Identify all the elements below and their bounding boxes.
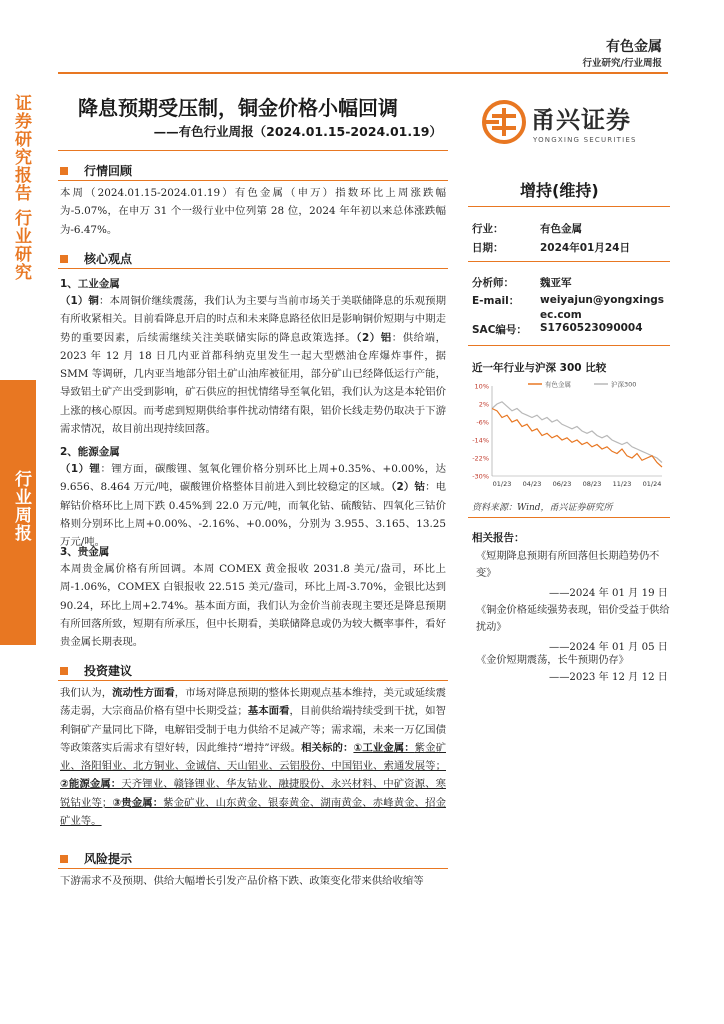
chart-x-tick-label: 08/23	[582, 480, 602, 488]
header-category: 有色金属	[606, 39, 662, 55]
report-title: 降息预期受压制，铜金价格小幅回调	[78, 96, 398, 120]
right-divider	[468, 206, 670, 207]
section-marker-icon	[60, 255, 68, 263]
title-divider	[58, 150, 448, 151]
email-value[interactable]: weiyajun@yongxingsec.com	[540, 294, 665, 321]
related-report-1[interactable]: 《短期降息预期有所回落但长期趋势仍不变》	[476, 551, 660, 579]
section-divider	[58, 868, 448, 869]
chart-y-tick-label: -6%	[476, 418, 489, 427]
right-divider	[468, 345, 670, 346]
sac-row: SAC编号： S1760523090004	[472, 322, 643, 336]
section-divider	[58, 680, 448, 681]
core-paragraph-precious: 本周贵金属价格有所回调。本周 COMEX 黄金报收 2031.8 美元/盎司，环比上周-1.06%，COMEX 白银报收 22.515 美元/盎司，环比上周-3.70%，金银比达到 90.24，环比上周+2.74%。基本面方面，我们认为金价当前表现主要还是降息预期有所回落所致，短期有所承压，但中长期看，美联储降息或仍为较大概率事件，看好贵金属长期表现。	[60, 563, 446, 649]
invest-paragraph: 我们认为，流动性方面看，市场对降息预期的整体长期观点基本维持，美元或延续震荡走弱，大宗商品价格有望中长期受益；基本面看，目前供给端持续受到干扰，如智利铜矿产量同比下降，电解铝受制于电力供给不足减产等；需求端，未来一万亿国债等政策落实后需求有望好转，因此维持“增持”评级。相关标的：①工业金属：紫金矿业、洛阳钼业、北方铜业、金诚信、天山铝业、云铝股份、中国铝业、索通发展等；②能源金属：天齐锂业、赣锋锂业、华友钴业、融捷股份、永兴材料、中矿资源、寒锐钴业等；③贵金属：紫金矿业、山东黄金、银泰黄金、湖南黄金、赤峰黄金、招金矿业等。	[60, 687, 447, 828]
date-row: 日期： 2024年01月24日	[472, 242, 630, 254]
chart-series-line	[492, 409, 662, 468]
section-review-heading: 行情回顾	[60, 162, 132, 179]
chart-y-tick-label: -22%	[472, 454, 489, 463]
section-core-heading: 核心观点	[60, 250, 132, 267]
related-report-3[interactable]: 《金价短期震荡，长牛预期仍存》	[476, 655, 629, 666]
right-divider	[468, 261, 670, 262]
logo-name: 甬兴证券	[531, 106, 631, 134]
core-subheading-industrial: 1、工业金属	[60, 278, 120, 290]
email-row: E-mail：	[472, 295, 520, 307]
side-tab-weekly-label: 行业周报	[11, 470, 31, 542]
chart-x-tick-label: 11/23	[612, 480, 632, 488]
right-divider	[468, 517, 670, 518]
related-report-2[interactable]: 《铜金价格延续强势表现，铝价受益于供给扰动》	[476, 605, 670, 633]
header-subcategory: 行业研究/行业周报	[582, 58, 662, 69]
chart-x-tick-label: 06/23	[552, 480, 572, 488]
header-divider	[58, 72, 668, 74]
analyst-row: 分析师： 魏亚军	[472, 277, 572, 289]
chart-title: 近一年行业与沪深 300 比较	[472, 362, 607, 374]
chart-y-tick-label: -14%	[472, 436, 489, 445]
section-invest-heading: 投资建议	[60, 662, 132, 679]
section-risk-heading: 风险提示	[60, 850, 132, 867]
chart-source: 资料来源：Wind，甬兴证券研究所	[472, 503, 613, 513]
section-marker-icon	[60, 167, 68, 175]
chart-x-tick-label: 01/23	[492, 480, 512, 488]
rating-label: 增持(维持)	[520, 181, 599, 200]
yongxing-logo-icon	[482, 100, 526, 144]
side-tab-research-label: 证券研究报告 行业研究	[11, 94, 31, 281]
chart-y-tick-label: -30%	[472, 472, 489, 481]
related-report-2-date: ——2024 年 01 月 05 日	[549, 642, 668, 653]
core-subheading-precious: 3、贵金属	[60, 546, 110, 558]
chart-x-tick-label: 01/24	[642, 480, 662, 488]
core-paragraph-industrial: （1）铜：本周铜价继续震荡，我们认为主要与当前市场关于美联储降息的乐观预期有所收紧相关。目前看降息开启的时点和未来降息路径依旧是影响铜价短期与中期走势的重要因素，后续需继续关注美联储实际的降息政策选择。（2）铝：供给端，2023 年 12 月 18 日几内亚首都科纳克里发生一起大型燃油仓库爆炸事件，据 SMM 等调研，几内亚当地部分铝土矿山油库被征用，部分矿山已经降低运行产能，导致铝土矿产出受到影响，矿石供应的担忧情绪导至氧化铝，我们认为这是本轮铝价上涨的核心原因。而考虑到短期供给事件扰动情绪有限，铝价长线走势仍取决于下游需求情况，故目前出现持续回落。	[60, 295, 447, 436]
industry-row: 行业： 有色金属	[472, 223, 582, 235]
related-report-3-date: ——2023 年 12 月 12 日	[549, 672, 668, 683]
risk-paragraph: 下游需求不及预期、供给大幅增长引发产品价格下跌、政策变化带来供给收缩等	[60, 875, 424, 887]
review-paragraph: 本周（2024.01.15-2024.01.19）有色金属（申万）指数环比上周涨跌幅为-5.07%，在申万 31 个一级行业中位列第 28 位，2024 年年初以来总体涨跌幅为-6.47%。	[60, 187, 446, 236]
related-report-1-date: ——2024 年 01 月 19 日	[549, 588, 668, 599]
section-marker-icon	[60, 667, 68, 675]
chart-legend-label: 有色金属	[545, 380, 571, 389]
section-divider	[58, 180, 448, 181]
chart-x-tick-label: 04/23	[522, 480, 542, 488]
report-subtitle: ——有色行业周报（2024.01.15-2024.01.19）	[153, 124, 442, 139]
logo-english: YONGXING SECURITIES	[533, 136, 637, 144]
core-paragraph-energy: （1）锂：锂方面，碳酸锂、氢氧化锂价格分别环比上周+0.35%、+0.00%，达 9.656、8.464 万元/吨，碳酸锂价格整体目前进入到比较稳定的区域。（2）钴：电解钴价格环比上周下跌 0.45%到 22.0 万元/吨，而氧化钴、硫酸钴、四氧化三钴价格则分别环比上周+0.00%、-2.16%、+0.00%，分别为 3.955、3.165、13.25 万元/吨。	[60, 463, 447, 549]
chart-legend-label: 沪深300	[611, 380, 637, 389]
chart-y-tick-label: 10%	[474, 382, 489, 391]
related-reports-title: 相关报告：	[472, 532, 525, 544]
section-divider	[58, 268, 448, 269]
core-subheading-energy: 2、能源金属	[60, 446, 120, 458]
comparison-line-chart	[466, 378, 672, 496]
chart-y-tick-label: 2%	[478, 400, 489, 409]
section-marker-icon	[60, 855, 68, 863]
